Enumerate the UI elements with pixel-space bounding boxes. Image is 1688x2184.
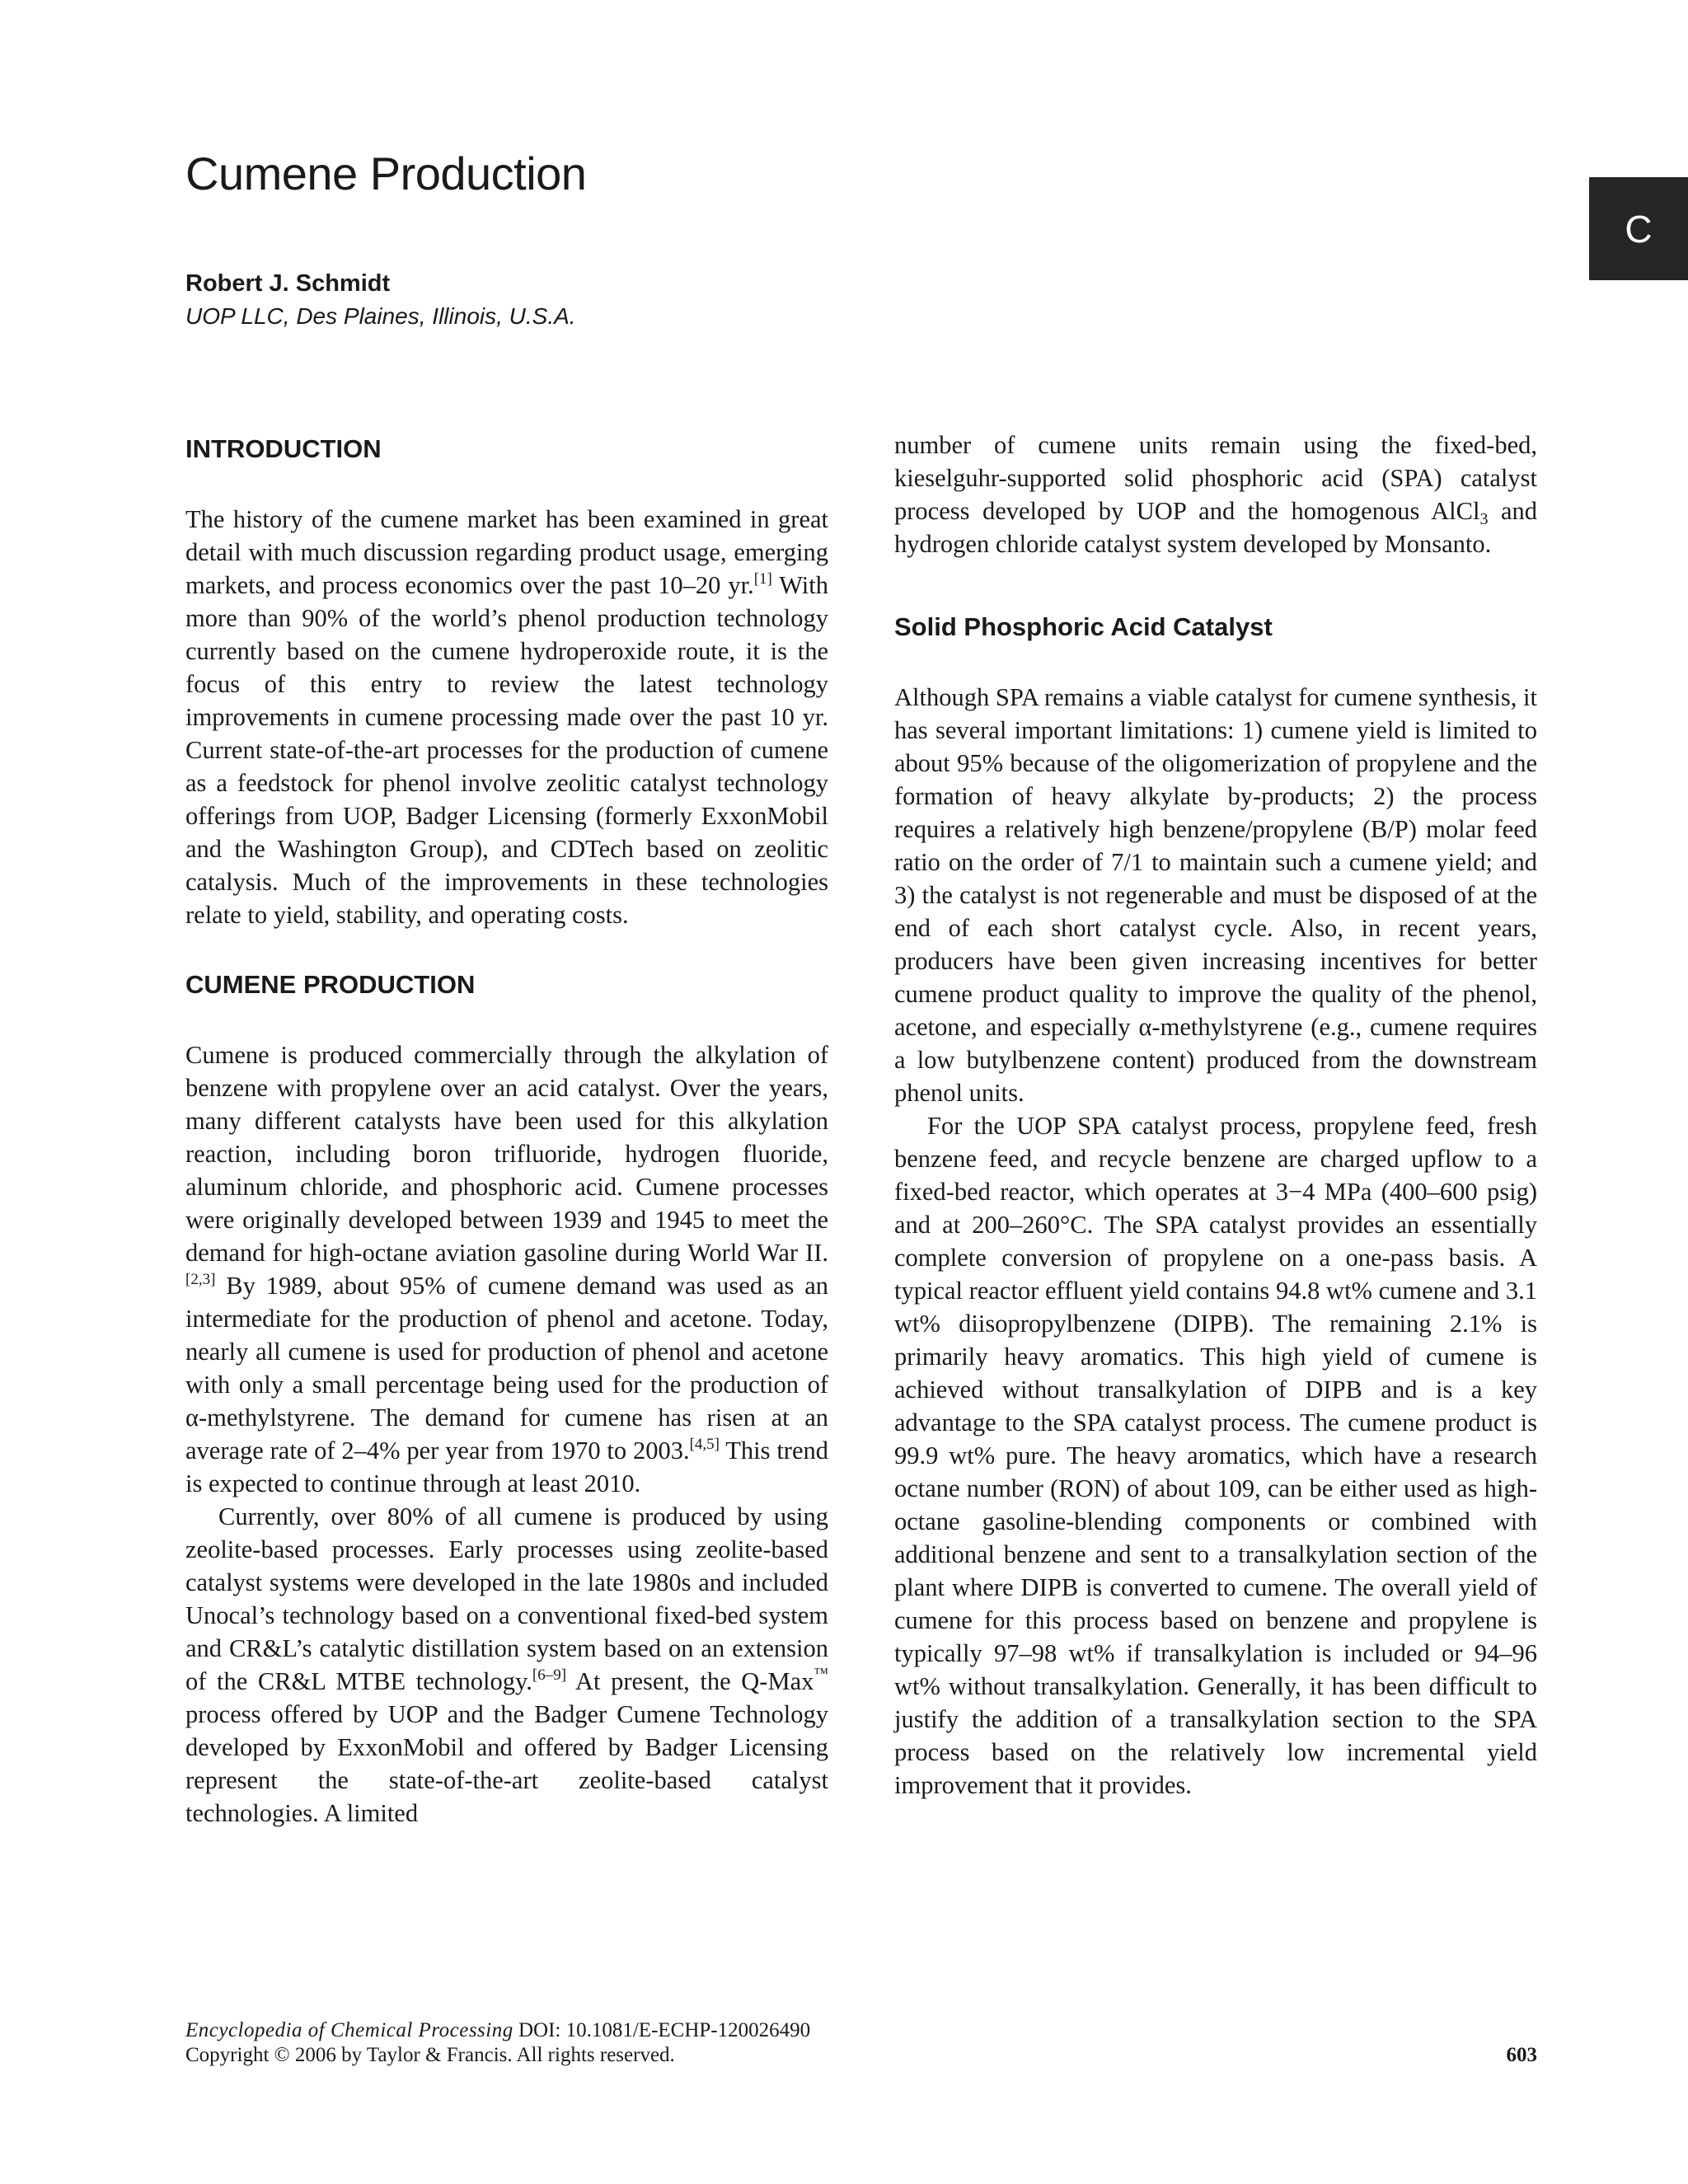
doi: DOI: 10.1081/E-ECHP-120026490	[513, 2019, 811, 2041]
page-number: 603	[1506, 2044, 1537, 2066]
footer-citation	[185, 2018, 810, 2043]
copyright-notice: Copyright © 2006 by Taylor & Francis. All rights reserved.	[185, 2044, 675, 2066]
production-paragraph-1	[185, 1038, 828, 1500]
right-column	[894, 429, 1537, 1802]
cont-text-a: number of cumene units remain using the fixed-bed, kieselguhr-supported solid phosphoric acid (SPA) catalyst process developed by UOP and the homogenous AlCl	[894, 431, 1537, 525]
subscript: 3	[1479, 510, 1489, 528]
heading-cumene-production: CUMENE PRODUCTION	[185, 970, 476, 999]
spa-paragraph-1: Although SPA remains a viable catalyst for cumene synthesis, it has several important limitations: 1) cumene yield is limited to about 95% because of the oligomerization of propylene and the formation of heavy alkylate by-products; 2) the process requires a relatively high benzene/propylene (B/P) molar feed ratio on the order of 7/1 to maintain such a cumene yield; and 3) the catalyst is not regenerable and must be disposed of at the end of each short catalyst cycle. Also, in recent years, producers have been given increasing incentives for better cumene product quality to improve the quality of the phenol, acetone, and especially α-methylstyrene (e.g., cumene requires a low butylbenzene content) produced from the downstream phenol units.	[894, 683, 1537, 1107]
intro-text-b: With more than 90% of the world’s phenol production technology currently based on the cumene hydroperoxide route, it is the focus of this entry to review the latest technology improvements in cumene processing made over the past 10 yr. Current state-of-the-art processes for the production of cumene as a feedstock for phenol involve zeolitic catalyst technology offerings from UOP, Badger Licensing (formerly ExxonMobil and the Washington Group), and CDTech based on zeolitic catalysis. Much of the improvements in these technologies relate to yield, stability, and operating costs.	[185, 571, 828, 929]
journal-name: Encyclopedia of Chemical Processing	[185, 2019, 513, 2041]
prod2-text-c: process offered by UOP and the Badger Cumene Technology developed by ExxonMobil and offered by Badger Licensing represent the state-of-the-art zeolite-based catalyst technologies. A limited	[185, 1700, 828, 1827]
cont-text-b: and hydrogen chloride catalyst system developed by Monsanto.	[894, 497, 1537, 558]
prod1-text-a: Cumene is produced commercially through the alkylation of benzene with propylene over an acid catalyst. Over the years, many different catalysts have been used for this alkylation reaction, including boron trifluoride, hydrogen fluoride, aluminum chloride, and phosphoric acid. Cumene processes were originally developed between 1939 and 1945 to meet the demand for high-octane aviation gasoline during World War II.	[185, 1041, 828, 1267]
section-thumb-tab: C	[1589, 177, 1688, 280]
left-column	[185, 429, 828, 1830]
heading-solid-phosphoric-acid-catalyst: Solid Phosphoric Acid Catalyst	[894, 612, 1273, 641]
citation-ref: [4,5]	[689, 1436, 720, 1453]
prod2-text-b: At present, the Q-Max	[566, 1667, 814, 1695]
spa-paragraph-2: For the UOP SPA catalyst process, propylene feed, fresh benzene feed, and recycle benzene are charged upflow to a fixed-bed reactor, which operates at 3−4 MPa (400–600 psig) and at 200–260°C. The SPA catalyst provides an essentially complete conversion of propylene on a one-pass basis. A typical reactor effluent yield contains 94.8 wt% cumene and 3.1 wt% diisopropylbenzene (DIPB). The remaining 2.1% is primarily heavy aromatics. This high yield of cumene is achieved without transalkylation of DIPB and is a key advantage to the SPA catalyst process. The cumene product is 99.9 wt% pure. The heavy aromatics, which have a research octane number (RON) of about 109, can be either used as high-octane gasoline-blending components or combined with additional benzene and sent to a transalkylation section of the plant where DIPB is converted to cumene. The overall yield of cumene for this process based on benzene and propylene is typically 97–98 wt% if transalkylation is included or 94–96 wt% without transalkylation. Generally, it has been difficult to justify the addition of a transalkylation section to the SPA process based on the relatively low incremental yield improvement that it provides.	[894, 1112, 1537, 1799]
intro-paragraph	[185, 503, 828, 931]
trademark-symbol: ™	[814, 1665, 829, 1681]
heading-introduction: INTRODUCTION	[185, 434, 382, 463]
author-affiliation: UOP LLC, Des Plaines, Illinois, U.S.A.	[185, 303, 576, 329]
author-name: Robert J. Schmidt	[185, 270, 391, 297]
article-title: Cumene Production	[185, 148, 587, 199]
production-paragraph-2	[185, 1500, 828, 1830]
prod1-text-b: By 1989, about 95% of cumene demand was used as an intermediate for the production of phenol and acetone. Today, nearly all cumene is used for production of phenol and acetone with only a small percentage being used for the production of α-methylstyrene. The demand for cumene has risen at an average rate of 2–4% per year from 1970 to 2003.	[185, 1272, 828, 1465]
citation-ref: [6–9]	[532, 1666, 567, 1684]
prod1-text-c: This trend is expected to continue through at least 2010.	[185, 1436, 828, 1497]
prod2-text-a: Currently, over 80% of all cumene is produced by using zeolite-based processes. Early processes using zeolite-based catalyst systems were developed in the late 1980s and included Unocal’s technology based on a conventional fixed-bed system and CR&L’s catalytic distillation system based on an extension of the CR&L MTBE technology.	[185, 1502, 828, 1695]
citation-ref: [1]	[753, 570, 772, 588]
intro-text-a: The history of the cumene market has been examined in great detail with much discussion regarding product usage, emerging markets, and process economics over the past 10–20 yr.	[185, 505, 828, 599]
citation-ref: [2,3]	[185, 1271, 216, 1288]
continued-paragraph	[894, 429, 1537, 560]
